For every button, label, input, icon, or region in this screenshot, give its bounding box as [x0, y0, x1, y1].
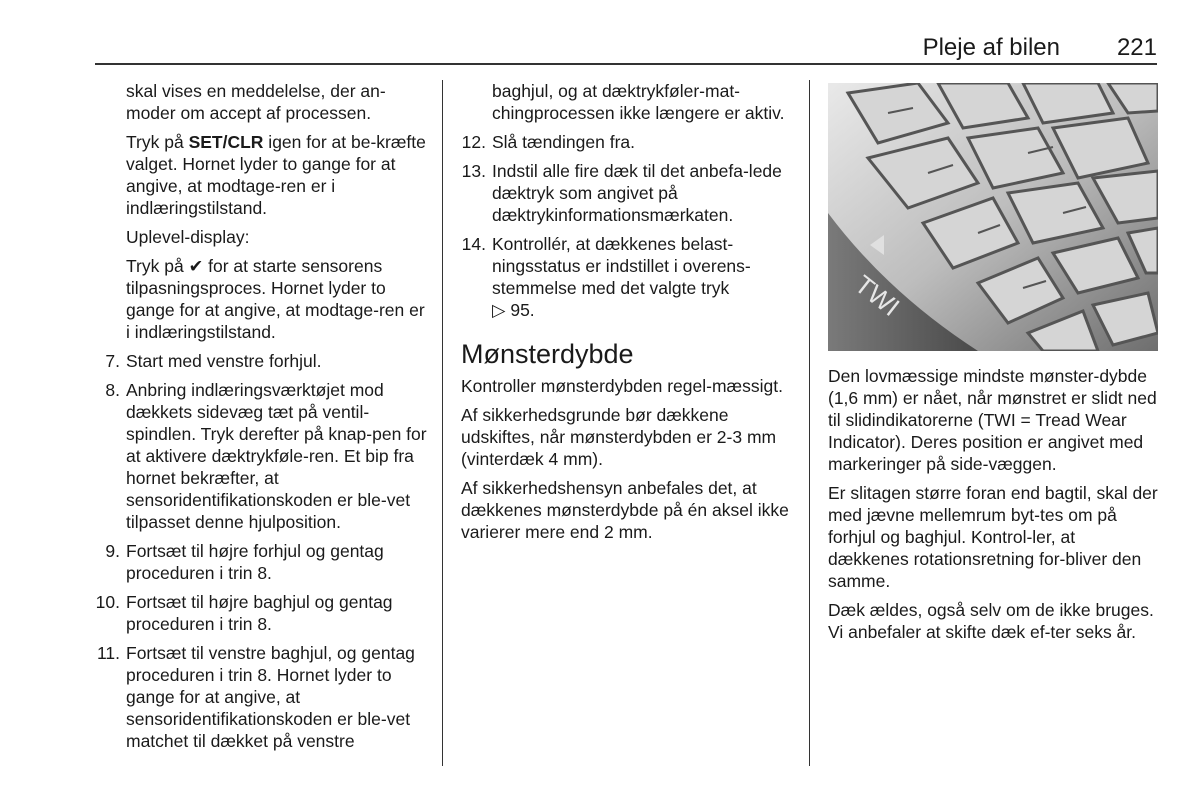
paragraph: Af sikkerhedshensyn anbefales det, at dækkenes mønsterdybde på én aksel ikke varierer mere end 2 mm.: [461, 478, 789, 542]
paragraph: Af sikkerhedsgrunde bør dækkene udskiftes, når mønsterdybden er 2-3 mm (vinterdæk 4 mm).: [461, 405, 777, 469]
step-text: Fortsæt til venstre baghjul, og gentag proceduren i trin 8. Hornet lyder to gange for at angive, at sensoridentifikationskoden er ble-vet matchet til dækket på venstre: [126, 643, 415, 751]
step-number: 9.: [105, 541, 120, 561]
text: Tryk på: [126, 132, 189, 152]
paragraph: [95, 255, 430, 343]
paragraph: Dæk ældes, også selv om de ikke bruges. Vi anbefaler at skifte dæk ef-ter seks år.: [828, 600, 1154, 642]
paragraph: Den lovmæssige mindste mønster-dybde (1,6 mm) er nået, når mønstret er slidt ned til slidindikatorerne (TWI = Tread Wear Indicator). Deres position er angivet med markeringer på side-væggen.: [828, 366, 1157, 474]
paragraph: [95, 131, 430, 219]
list-item: [95, 591, 430, 635]
list-item: [95, 642, 430, 752]
column-divider: [442, 80, 443, 766]
paragraph: Er slitagen større foran end bagtil, skal der med jævne mellemrum byt-tes om på forhjul og baghjul. Kontrol-ler, at dækkenes rotationsretning for-bliver den samme.: [828, 483, 1158, 591]
column-left: [95, 80, 430, 759]
paragraph: skal vises en meddelelse, der an-moder om accept af processen.: [126, 81, 386, 123]
paragraph: baghjul, og at dæktrykføler-mat-chingprocessen ikke længere er aktiv.: [492, 81, 785, 123]
step-text: Fortsæt til højre baghjul og gentag proceduren i trin 8.: [126, 592, 393, 634]
step-number: 13.: [461, 161, 486, 181]
step-number: 12.: [461, 132, 486, 152]
check-icon: ✔: [188, 256, 204, 276]
step-text: Fortsæt til højre forhjul og gentag proceduren i trin 8.: [126, 541, 384, 583]
list-item: [95, 379, 430, 533]
list-item: [95, 350, 430, 372]
paragraph: Uplevel-display:: [126, 227, 250, 247]
step-number: 10.: [95, 592, 120, 612]
list-item: [461, 233, 796, 321]
step-number: 8.: [105, 380, 120, 400]
text: for at starte sensorens tilpasningsproces. Hornet lyder to gange for at angive, at modtage-ren er i indlæringstilstand.: [126, 256, 425, 342]
button-label-set-clr: SET/CLR: [188, 132, 264, 152]
text: igen for at be-kræfte valget. Hornet lyder to gange for at angive, at modtage-ren er i indlæringstilstand.: [126, 132, 426, 218]
column-right: [828, 80, 1158, 650]
paragraph: Kontroller mønsterdybden regel-mæssigt.: [461, 376, 783, 396]
step-text: [492, 233, 796, 321]
list-item: [461, 160, 796, 226]
page-reference: 95.: [510, 300, 535, 320]
step-number: 11.: [96, 643, 120, 663]
step-number: 7.: [105, 351, 120, 371]
text: Tryk på: [126, 256, 189, 276]
page-number: 221: [1116, 34, 1157, 61]
twi-label: TWI: [849, 269, 906, 323]
header-divider: [95, 63, 1157, 65]
section-title: Pleje af bilen: [922, 34, 1060, 61]
step-text: Start med venstre forhjul.: [126, 351, 322, 371]
list-item: [461, 131, 796, 153]
column-middle: [461, 80, 796, 550]
page-reference-icon: ▷: [492, 300, 506, 320]
step-text: Anbring indlæringsværktøjet mod dækkets sidevæg tæt på ventil-spindlen. Tryk derefter på knap-pen for at aktivere dæktrykføle-ren. Et bip fra hornet bekræfter, at sensoridentifikationskoden er ble-vet tilpasset denne hjulposition.: [126, 380, 427, 532]
step-text: Indstil alle fire dæk til det anbefa-lede dæktryk som angivet på dæktrykinformationsmærkaten.: [492, 161, 782, 225]
column-divider: [809, 80, 810, 766]
step-text: Slå tændingen fra.: [492, 132, 636, 152]
text: Kontrollér, at dækkenes belast-ningsstatus er indstillet i overens-stemmelse med det valgte tryk: [492, 234, 751, 298]
tire-tread-illustration: [828, 83, 1158, 351]
list-item: [95, 540, 430, 584]
step-number: 14.: [461, 234, 486, 254]
section-heading: Mønsterdybde: [461, 339, 634, 369]
